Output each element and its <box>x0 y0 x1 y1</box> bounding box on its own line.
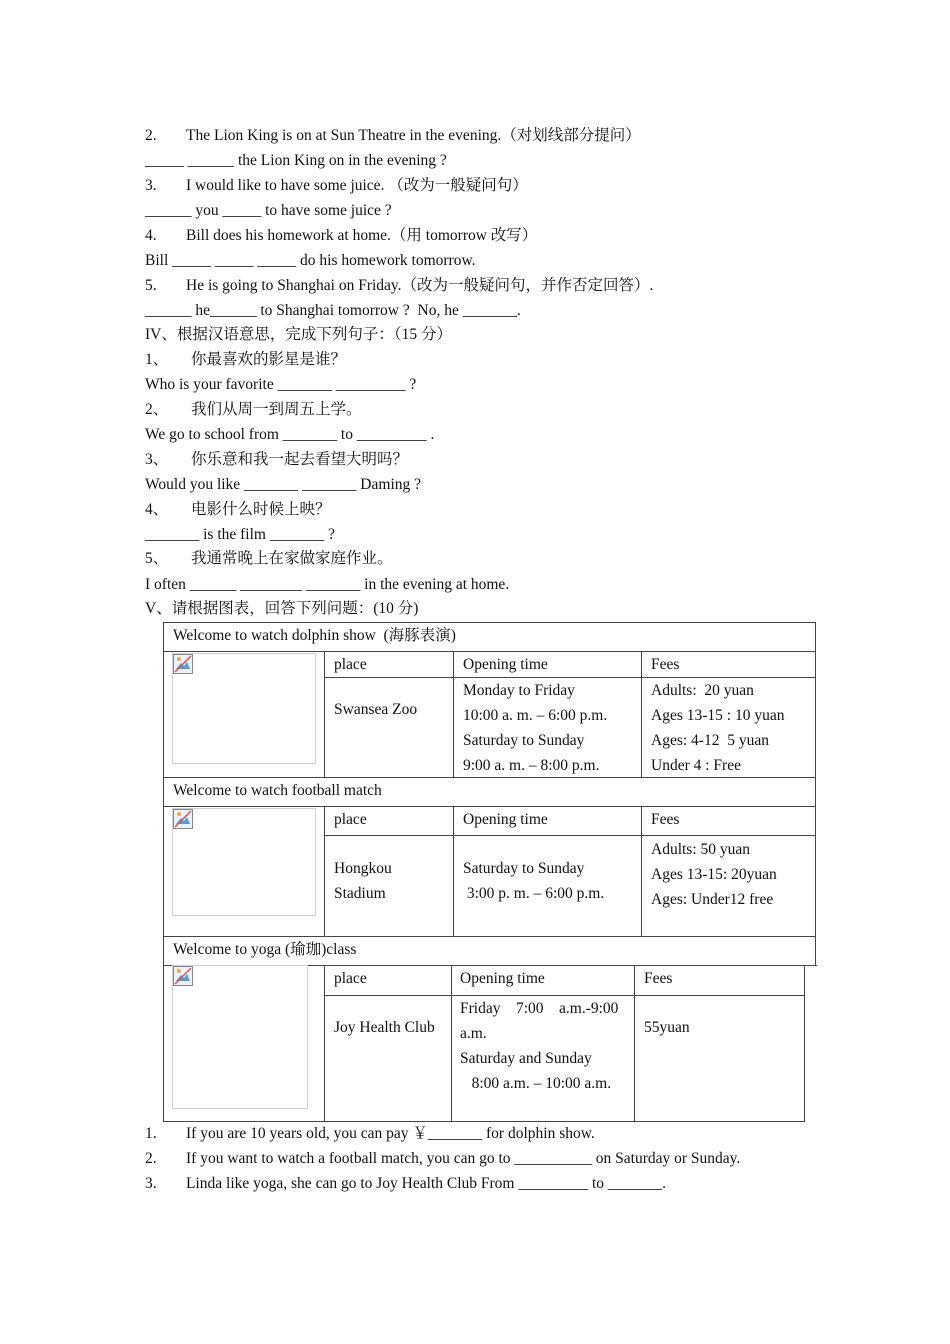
translation-item-en: We go to school from _______ to _________ . <box>145 426 435 443</box>
dolphin-image <box>172 653 316 764</box>
chart-question-1: 1. If you are 10 years old, you can pay ￥_______ for dolphin show. <box>145 1125 595 1142</box>
football-image <box>172 808 316 916</box>
column-header-opening-time: Opening time <box>463 656 548 673</box>
answer-3: ______ you _____ to have some juice ? <box>145 202 392 219</box>
opening-time-cell: Monday to Friday 10:00 a. m. – 6:00 p.m. Saturday to Sunday 9:00 a. m. – 8:00 p.m. <box>463 682 608 774</box>
opening-time-cell: Saturday to Sunday 3:00 p. m. – 6:00 p.m. <box>463 860 605 902</box>
column-header-opening-time: Opening time <box>460 970 545 987</box>
chart-question-3: 3. Linda like yoga, she can go to Joy Health Club From _________ to _______. <box>145 1175 667 1192</box>
column-header-place: place <box>334 811 367 828</box>
section-heading-v: V、请根据图表，回答下列问题：(10 分) <box>145 600 419 617</box>
yoga-class-table <box>163 965 805 1122</box>
translation-item-cn: 2、 我们从周一到周五上学。 <box>145 401 362 418</box>
question-5: 5. He is going to Shanghai on Friday.（改为一般疑问句，并作否定回答）. <box>145 277 654 294</box>
translation-item-cn: 3、 你乐意和我一起去看望大明吗？ <box>145 451 409 468</box>
football-match-table <box>163 777 816 937</box>
translation-item-en: I often ______ ________ _______ in the evening at home. <box>145 576 510 593</box>
yoga-image <box>172 965 308 1109</box>
broken-image-icon <box>173 809 193 829</box>
column-header-opening-time: Opening time <box>463 811 548 828</box>
opening-time-cell: Friday 7:00 a.m.-9:00 a.m. Saturday and Sunday 8:00 a.m. – 10:00 a.m. <box>460 1000 619 1092</box>
table-title: Welcome to watch dolphin show (海豚表演) <box>173 627 456 644</box>
translation-item-cn: 1、 你最喜欢的影星是谁？ <box>145 351 347 368</box>
table-title: Welcome to watch football match <box>173 782 382 799</box>
answer-2: _____ ______ the Lion King on in the evening ? <box>145 152 447 169</box>
translation-item-en: _______ is the film _______ ? <box>145 526 335 543</box>
column-header-place: place <box>334 970 367 987</box>
column-header-fees: Fees <box>651 656 680 673</box>
answer-4: Bill _____ _____ _____ do his homework tomorrow. <box>145 252 476 269</box>
place-cell: Swansea Zoo <box>334 701 418 718</box>
broken-image-icon <box>173 654 193 674</box>
section-heading-iv: IV、根据汉语意思，完成下列句子：（15 分） <box>145 326 452 343</box>
column-header-fees: Fees <box>651 811 680 828</box>
place-cell: Hongkou Stadium <box>334 860 392 902</box>
dolphin-show-table <box>163 622 816 778</box>
question-3: 3. I would like to have some juice. （改为一般疑问句） <box>145 177 528 194</box>
translation-item-en: Who is your favorite _______ _________ ? <box>145 376 417 393</box>
table-title: Welcome to yoga (瑜珈)class <box>173 941 357 958</box>
answer-5: ______ he______ to Shanghai tomorrow ? No, he _______. <box>145 302 521 319</box>
translation-item-en: Would you like _______ _______ Daming ? <box>145 476 422 493</box>
yoga-title-row <box>163 936 816 966</box>
chart-question-2: 2. If you want to watch a football match, you can go to __________ on Saturday or Sunday. <box>145 1150 741 1167</box>
column-header-fees: Fees <box>644 970 673 987</box>
question-4: 4. Bill does his homework at home.（用 tomorrow 改写） <box>145 227 538 244</box>
broken-image-icon <box>173 966 193 986</box>
place-cell: Joy Health Club <box>334 1019 435 1036</box>
fees-cell: Adults: 50 yuan Ages 13-15: 20yuan Ages: Under12 free <box>651 841 777 908</box>
translation-item-cn: 4、 电影什么时候上映？ <box>145 501 331 518</box>
column-header-place: place <box>334 656 367 673</box>
fees-cell: Adults: 20 yuan Ages 13-15 : 10 yuan Ages: 4-12 5 yuan Under 4 : Free <box>651 682 785 774</box>
fees-cell: 55yuan <box>644 1019 690 1036</box>
question-2: 2. The Lion King is on at Sun Theatre in the evening.（对划线部分提问） <box>145 127 641 144</box>
translation-item-cn: 5、 我通常晚上在家做家庭作业。 <box>145 550 393 567</box>
